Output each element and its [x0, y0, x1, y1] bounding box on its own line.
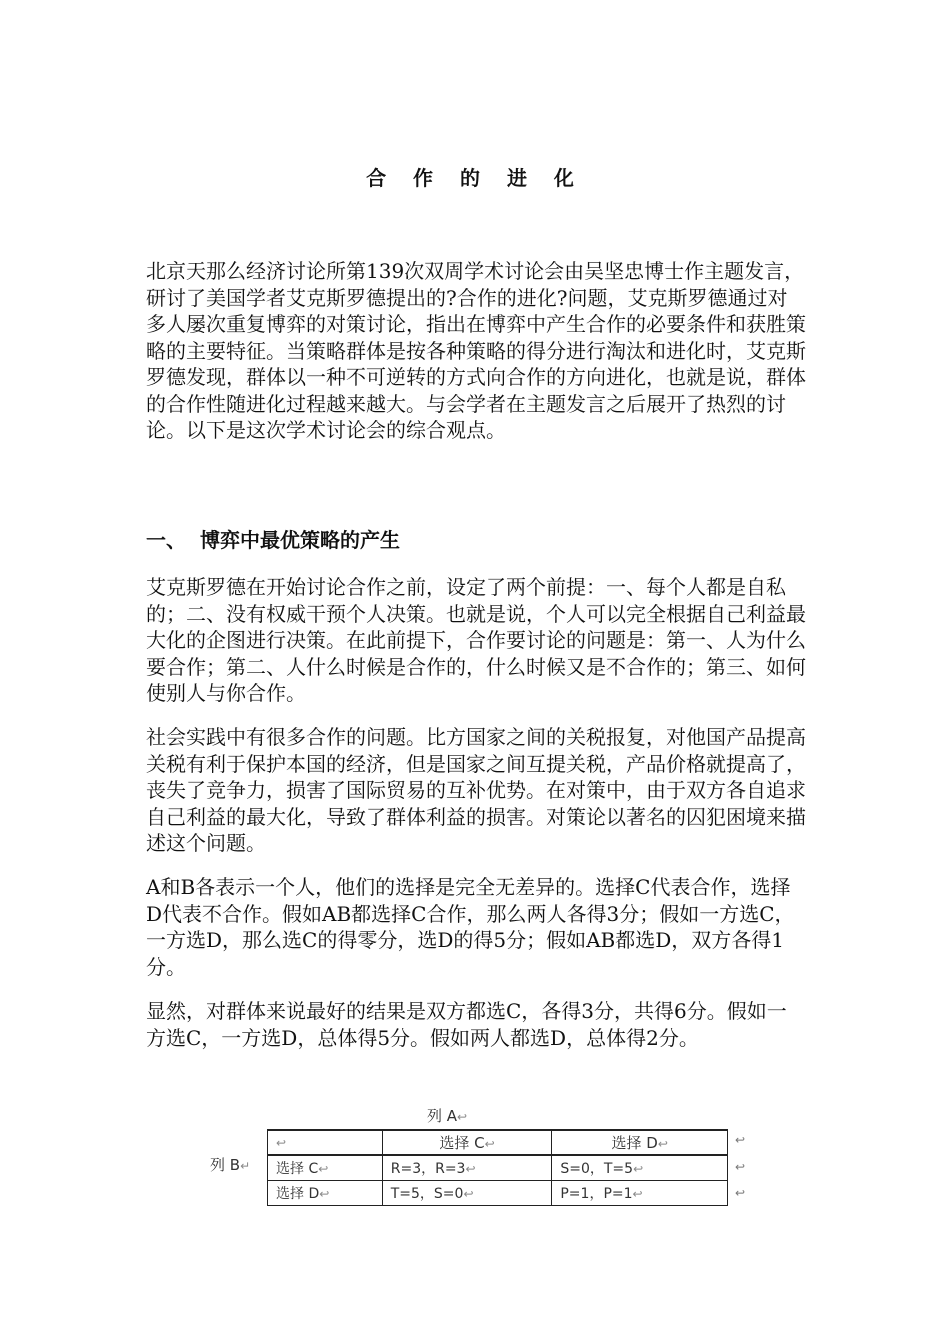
- table-header-cell: 选择 C↩: [382, 1130, 552, 1155]
- intro-paragraph: 北京天那么经济讨论所第139次双周学术讨论会由吴坚忠博士作主题发言，研讨了美国学者艾克斯罗德提出的?合作的进化?问题，艾克斯罗德通过对多人屡次重复博弈的对策讨论，指出在博弈中产生合作的必要条件和获胜策略的主要特征。当策略群体是按各种策略的得分进行淘汰和进化时，艾克斯罗德发现，群体以一种不可逆转的方式向合作的方向进化，也就是说，群体的合作性随进化过程越来越大。与会学者在主题发言之后展开了热烈的讨论。以下是这次学术讨论会的综合观点。: [146, 259, 806, 442]
- cell-mark-icon: ↩: [457, 1110, 468, 1124]
- row-end-mark-icon: ↩: [735, 1160, 746, 1174]
- row-end-mark-icon: ↩: [735, 1133, 746, 1147]
- table-cell: S=0，T=5↩: [552, 1155, 728, 1180]
- paragraph-premises: 艾克斯罗德在开始讨论合作之前，设定了两个前提：一、每个人都是自私的；二、没有权威干预个人决策。也就是说，个人可以完全根据自己利益最大化的企图进行决策。在此前提下，合作要讨论的问题是：第一、人为什么要合作；第二、人什么时候是合作的，什么时候又是不合作的；第三、如何使别人与你合作。: [146, 575, 806, 705]
- table-cell: P=1，P=1↩: [552, 1180, 728, 1205]
- section-title: 博弈中最优策略的产生: [200, 528, 400, 552]
- table-cell: R=3，R=3↩: [382, 1155, 552, 1180]
- payoff-figure: [200, 1100, 760, 1215]
- paragraph-tariffs: 社会实践中有很多合作的问题。比方国家之间的关税报复，对他国产品提高关税有利于保护本国的经济，但是国家之间互提关税，产品价格就提高了，丧失了竞争力，损害了国际贸易的互补优势。在对策中，由于双方各自追求自己利益的最大化，导致了群体利益的损害。对策论以著名的囚犯困境来描述这个问题。: [146, 725, 806, 855]
- table-cell: T=5，S=0↩: [382, 1180, 552, 1205]
- paragraph-rules: A和B各表示一个人，他们的选择是完全无差异的。选择C代表合作，选择D代表不合作。假如AB都选择C合作，那么两人各得3分；假如一方选C，一方选D，那么选C的得零分，选D的得5分；假如AB都选D，双方各得1分。: [146, 875, 795, 979]
- section-heading: [146, 526, 400, 554]
- table-row-label: 选择 D↩: [268, 1180, 383, 1205]
- paragraph-mark-icon: ↵: [240, 1159, 251, 1173]
- row-player-label: 列 B↵: [210, 1156, 251, 1174]
- paragraph-totals: 显然，对群体来说最好的结果是双方都选C，各得3分，共得6分。假如一方选C，一方选D，总体得5分。假如两人都选D，总体得2分。: [146, 999, 787, 1050]
- payoff-table: [267, 1129, 728, 1206]
- column-player-label: 列 A↩: [427, 1107, 468, 1125]
- table-header-cell: 选择 D↩: [552, 1130, 728, 1155]
- section-number: 一、: [146, 528, 186, 552]
- row-end-mark-icon: ↩: [735, 1186, 746, 1200]
- table-header-row: [268, 1130, 728, 1155]
- table-row: [268, 1155, 728, 1180]
- document-title: 合 作 的 进 化: [366, 166, 584, 190]
- table-row: [268, 1180, 728, 1205]
- table-row-label: 选择 C↩: [268, 1155, 383, 1180]
- table-corner-cell: ↩: [268, 1130, 383, 1155]
